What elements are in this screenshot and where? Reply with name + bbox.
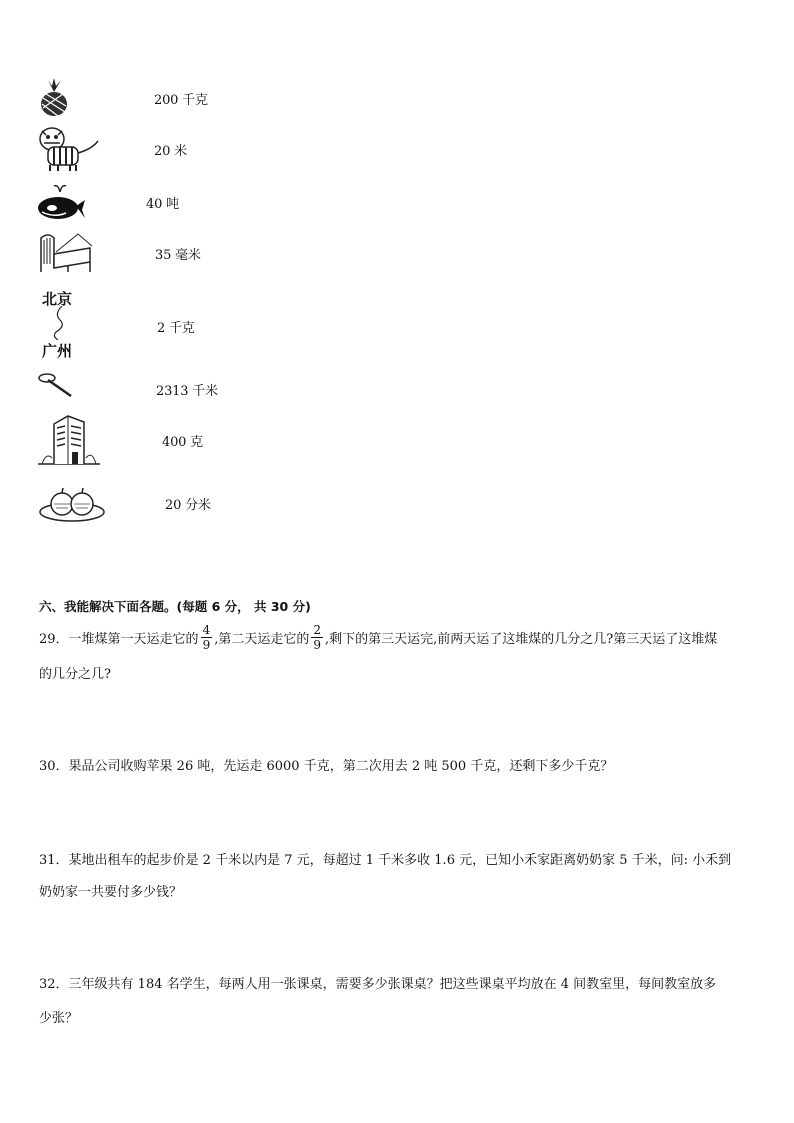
match-label-2: 20 米 (154, 144, 187, 159)
match-label-1: 200 千克 (154, 93, 208, 108)
whale-icon (36, 182, 86, 222)
pineapple-icon (36, 78, 72, 118)
match-label-5: 2 千克 (157, 321, 195, 336)
section-title: 六、我能解决下面各题。(每题 6 分， 共 30 分) (39, 599, 311, 614)
nail-icon (38, 372, 74, 398)
building-icon (38, 412, 100, 466)
match-label-4: 35 毫米 (155, 248, 201, 263)
question-29-line2: 的几分之几? (39, 667, 111, 682)
map-city-beijing: 北京 (42, 290, 73, 308)
tiger-icon (36, 125, 102, 173)
map-city-guangzhou: 广州 (42, 342, 73, 360)
question-29: 29．一堆煤第一天运走它的 $\frac{4}{9}$ ,第二天运走它的 $\frac{2}{9}$ ,剩下的第三天运完,前两天运了这堆煤的几分之几?第三天运了这堆煤 (39, 623, 718, 652)
question-31-line2: 奶奶家一共要付多少钱？ (39, 885, 183, 900)
beijing-guangzhou-map-icon (40, 288, 84, 360)
match-label-7: 400 克 (162, 435, 203, 450)
match-label-6: 2313 千米 (156, 384, 218, 399)
question-32-line2: 少张？ (39, 1011, 79, 1026)
match-label-3: 40 吨 (146, 197, 179, 212)
fraction-4-9: $\frac{4}{9}$ (202, 623, 211, 652)
bed-icon (38, 228, 94, 274)
question-30: 30．果品公司收购苹果 26 吨，先运走 6000 千克，第二次用去 2 吨 500 千克，还剩下多少千克？ (39, 759, 614, 774)
question-31: 31．某地出租车的起步价是 2 千米以内是 7 元，每超过 1 千米多收 1.6 元，已知小禾家距离奶奶家 5 千米，问: 小禾到 (39, 853, 732, 868)
fraction-2-9: $\frac{2}{9}$ (313, 623, 321, 652)
apples-plate-icon (38, 484, 106, 522)
match-label-8: 20 分米 (165, 498, 211, 513)
question-32: 32．三年级共有 184 名学生，每两人用一张课桌，需要多少张课桌？把这些课桌平均放在 4 间教室里，每间教室放多 (39, 977, 717, 992)
